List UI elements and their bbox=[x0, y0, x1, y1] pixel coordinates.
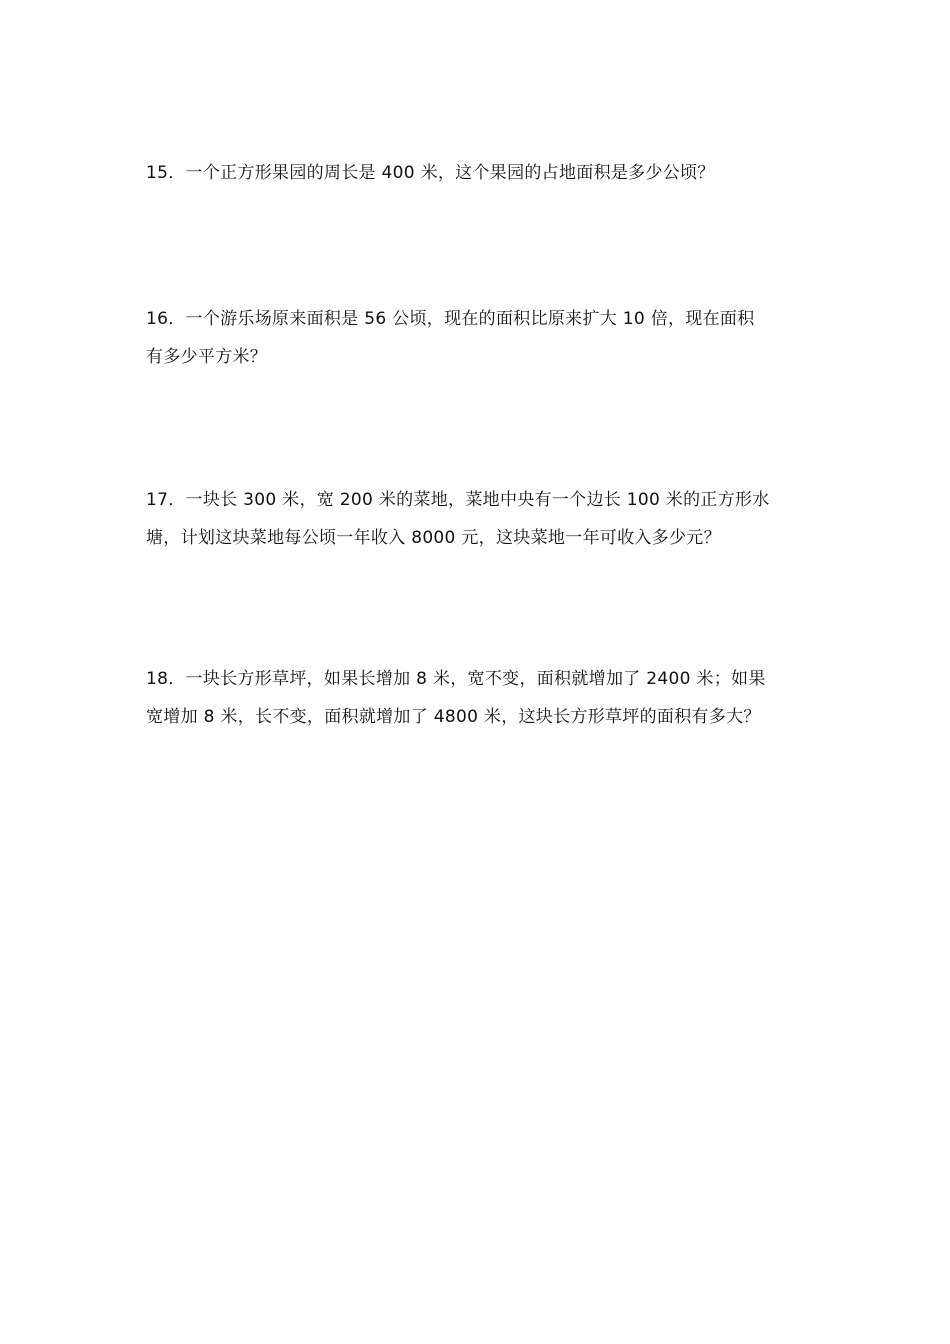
question-17 bbox=[146, 481, 811, 557]
question-15-line-1: 15．一个正方形果园的周长是 400 米，这个果园的占地面积是多少公顷？ bbox=[146, 163, 715, 183]
question-18-line-2: 宽增加 8 米，长不变，面积就增加了 4800 米，这块长方形草坪的面积有多大？ bbox=[146, 707, 761, 727]
question-17-line-2: 塘，计划这块菜地每公顷一年收入 8000 元，这块菜地一年可收入多少元？ bbox=[146, 528, 721, 548]
question-16-line-2: 有多少平方米？ bbox=[146, 347, 268, 367]
question-15 bbox=[146, 154, 811, 192]
question-16-line-1: 16．一个游乐场原来面积是 56 公顷，现在的面积比原来扩大 10 倍，现在面积 bbox=[146, 309, 755, 329]
question-17-line-1: 17．一块长 300 米，宽 200 米的菜地，菜地中央有一个边长 100 米的正方形水 bbox=[146, 490, 770, 510]
question-16 bbox=[146, 300, 811, 376]
question-18-line-1: 18．一块长方形草坪，如果长增加 8 米，宽不变，面积就增加了 2400 米；如果 bbox=[146, 669, 766, 689]
question-18 bbox=[146, 660, 811, 736]
